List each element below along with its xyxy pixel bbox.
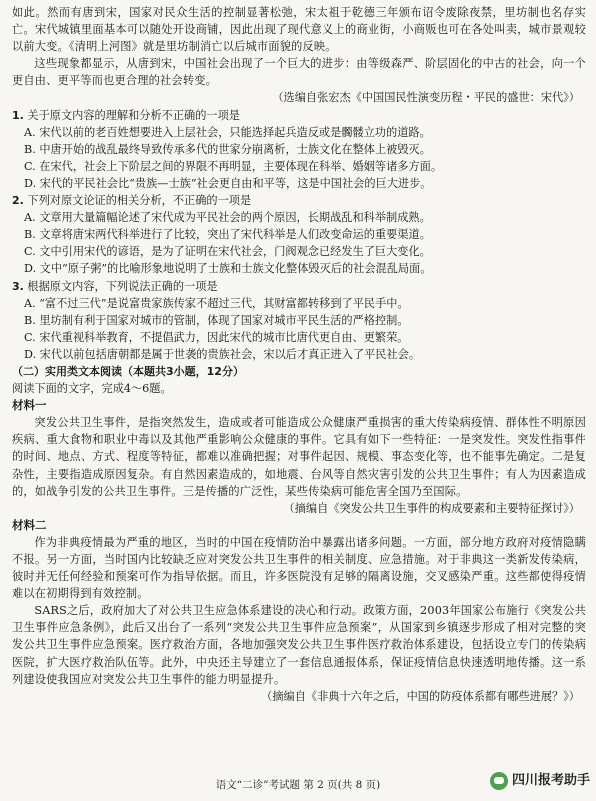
- passage-paragraph: 这些现象都显示，从唐到宋，中国社会出现了一个巨大的进步：由等级森严、阶层固化的中古的社会，向一个更自由、更平等而也更合理的社会转变。: [12, 57, 586, 88]
- option-a[interactable]: A. “富不过三代”是说富贵家族传家不超过三代，其财富都转移到了平民手中。: [24, 296, 409, 310]
- material-1-label: 材料一: [12, 398, 47, 413]
- option-d[interactable]: D. 宋代的平民社会比“贵族—士族”社会更自由和平等，这是中国社会的巨大进步。: [24, 176, 432, 190]
- question-number: 3.: [12, 279, 24, 293]
- question-number: 2.: [12, 194, 24, 208]
- option-b[interactable]: B. 文章将唐宋两代科举进行了比较，突出了宋代科举是人们改变命运的重要渠道。: [24, 228, 431, 242]
- material-2-paragraph: SARS之后，政府加大了对公共卫生应急体系建设的决心和行动。政策方面，2003年国家公布施行《突发公共卫生事件应急条例》，此后又出台了一系列“突发公共卫生事件应急预案”，从国家到乡镇逐步形成了相对完整的突发公共卫生事件应急预案。医疗救治方面，各地加强突发公共卫生事件医疗救治体系建设，包括设立专门的传染病医院，扩大医疗救治队伍等。此外，中央还主导建立了一套信息通报体系，保证疫情信息快速透明地传播。这一系列建设使我国应对突发公共卫生事件的能力明显提升。: [12, 604, 586, 686]
- page-footer: 语文“二诊”考试题 第 2 页(共 8 页): [215, 779, 381, 791]
- question-stem: 关于原文内容的理解和分析不正确的一项是: [27, 108, 240, 122]
- question-stem: 根据原文内容，下列说法正确的一项是: [27, 279, 218, 293]
- option-b[interactable]: B. 中唐开始的战乱最终导致传承多代的世家分崩离析，士族文化在整体上被毁灭。: [24, 142, 431, 156]
- option-b[interactable]: B. 里坊制有利于国家对城市的管制，体现了国家对城市平民生活的严格控制。: [24, 313, 409, 327]
- section-instruction: 阅读下面的文字，完成4～6题。: [12, 382, 172, 396]
- exam-page: [12, 4, 586, 705]
- watermark-text: 四川报考助手: [511, 773, 590, 789]
- question-number: 1.: [12, 108, 24, 122]
- section-heading: （二）实用类文本阅读（本题共3小题，12分）: [12, 364, 244, 378]
- question-2: [12, 192, 586, 277]
- material-2-paragraph: 作为非典疫情最为严重的地区，当时的中国在疫情防治中暴露出诸多问题。一方面，部分地方政府对疫情隐瞒不报。另一方面，当时国内比较缺乏应对突发公共卫生事件的相关制度、应急措施。对于非典这一类新发传染病，彼时并无任何经验和预案可作为指导依据。而且，许多医院没有足够的隔离设施，交叉感染严重。这些都使得疫情难以在初期得到有效控制。: [12, 535, 586, 601]
- question-stem: 下列对原文论证的相关分析，不正确的一项是: [27, 194, 252, 208]
- option-a[interactable]: A. 文章用大量篇幅论述了宋代成为平民社会的两个原因，长期战乱和科举制成熟。: [24, 211, 431, 225]
- option-a[interactable]: A. 宋代以前的老百姓想要进入上层社会，只能选择起兵造反或是髑髅立功的道路。: [24, 125, 431, 139]
- material-2-citation: （摘编自《非典十六年之后，中国的防疫体系都有哪些进展？》）: [261, 689, 580, 703]
- material-2-label: 材料二: [12, 517, 47, 532]
- option-c[interactable]: C. 文中引用宋代的谚语，是为了证明在宋代社会，门阀观念已经发生了巨大变化。: [24, 245, 431, 259]
- watermark: [490, 772, 590, 790]
- source-citation: （选编自张宏杰《中国国民性演变历程・平民的盛世：宋代》）: [272, 91, 580, 105]
- option-c[interactable]: C. 宋代重视科举教育，不提倡武力，因此宋代的城市比唐代更自由、更繁荣。: [24, 330, 409, 344]
- question-1: [12, 107, 586, 192]
- wechat-icon: [490, 772, 508, 790]
- material-1-citation: （摘编自《突发公共卫生事件的构成要素和主要特征探讨》）: [283, 501, 580, 515]
- option-d[interactable]: D. 文中“原子粥”的比喻形象地说明了士族和士族文化整体毁灭后的社会混乱局面。: [24, 262, 432, 276]
- passage-paragraph: 如此。然而有唐到宋，国家对民众生活的控制显著松弛，宋太祖于乾德三年颁布诏令废除夜禁，里坊制也名存实亡。宋代城镇里面基本可以随处开设商铺，因此出现了现代意义上的商业街，小商贩也可在各处叫卖，城市景观较以前大变。《清明上河图》就是里坊制消亡以后城市面貌的反映。: [12, 6, 586, 54]
- option-d[interactable]: D. 宋代以前包括唐朝都是属于世袭的贵族社会，宋以后才真正进入了平民社会。: [24, 347, 421, 361]
- material-1-text: 突发公共卫生事件，是指突然发生，造成或者可能造成公众健康严重损害的重大传染病疫情、群体性不明原因疾病、重大食物和职业中毒以及其他严重影响公众健康的事件。它具有如下一些特征：一是突发性。突发性指事件的时间、地点、方式、程度等特征，都难以准确把握；对事件起因、规模、事态变化等，也不能事先确定。二是复杂性，主要指造成原因复杂。有自然因素造成的，如地震、台风等自然灾害引发的公共卫生事件；有人为因素造成的，如战争引发的公共卫生事件。三是传播的广泛性，某些传染病可能危害全国乃至国际。: [12, 416, 586, 498]
- option-c[interactable]: C. 在宋代，社会上下阶层之间的界限不再明显，主要体现在科举、婚姻等诸多方面。: [24, 159, 443, 173]
- question-3: [12, 278, 586, 363]
